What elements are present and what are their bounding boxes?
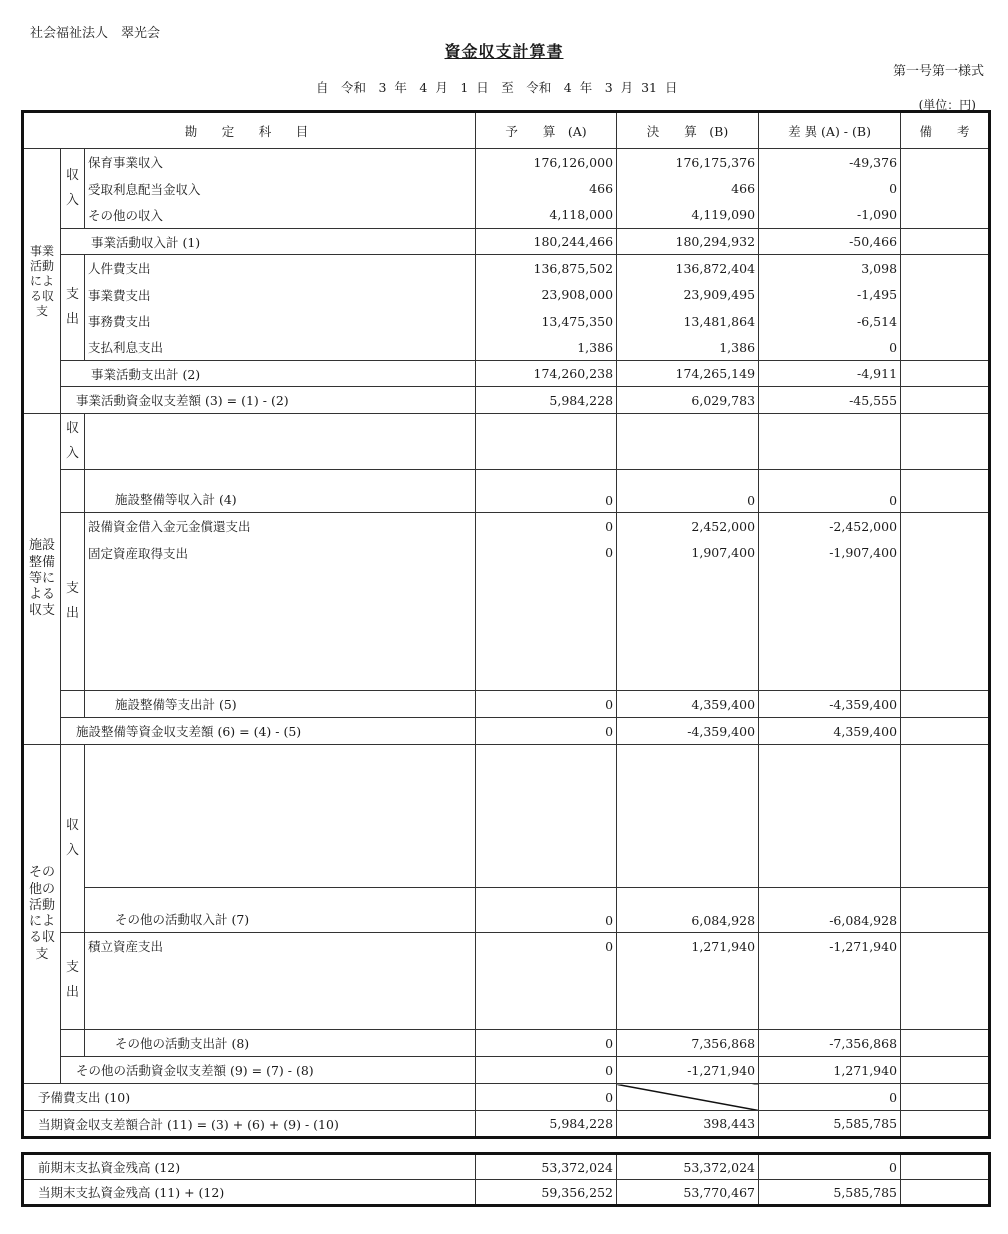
remarks-cell [901,513,990,540]
diff-cell: -49,376 [759,149,901,176]
row-label: 当期資金収支差額合計 (11) = (3) + (6) + (9) - (10) [23,1111,476,1138]
actual-cell: 136,872,404 [617,255,759,282]
actual-cell: 1,907,400 [617,540,759,566]
row-label: 受取利息配当金収入 [85,176,476,202]
budget-cell: 0 [476,933,617,960]
blank-cell [476,745,617,888]
row-label: その他の活動資金収支差額 (9) = (7) - (8) [61,1057,476,1084]
remarks-cell [901,691,990,718]
budget-cell: 0 [476,718,617,745]
actual-cell: 0 [617,470,759,513]
actual-cell: 466 [617,176,759,202]
blank-row [23,566,990,691]
budget-cell: 1,386 [476,335,617,361]
table-row [23,933,990,960]
remarks-cell [901,1154,990,1180]
row-label: 事業費支出 [85,282,476,308]
spacer-cell [61,691,85,718]
header-budget: 予 算 (A) [476,112,617,149]
diff-cell: -7,356,868 [759,1030,901,1057]
header-difference: 差 異 (A) - (B) [759,112,901,149]
balance-row [23,387,990,414]
actual-cell: 4,359,400 [617,691,759,718]
diff-cell: 4,359,400 [759,718,901,745]
subsection-income: 収入 [61,149,85,229]
spacer-cell [61,1030,85,1057]
diff-cell: -1,907,400 [759,540,901,566]
row-label: 設備資金借入金元金償還支出 [85,513,476,540]
blank-cell [617,745,759,888]
diff-cell: -2,452,000 [759,513,901,540]
form-number: 第一号第一様式 [892,64,984,79]
budget-cell: 0 [476,1030,617,1057]
row-label: 施設整備等収入計 (4) [85,470,476,513]
diff-cell: 3,098 [759,255,901,282]
table-row [23,335,990,361]
budget-cell: 5,984,228 [476,1111,617,1138]
remarks-cell [901,149,990,176]
row-label: 事業活動支出計 (2) [61,361,476,387]
budget-cell: 0 [476,691,617,718]
row-label: その他の収入 [85,202,476,229]
organization-name: 社会福祉法人 翠光会 [30,26,161,41]
remarks-cell [901,1057,990,1084]
fiscal-period: 自 令和 3 年 4 月 1 日 至 令和 4 年 3 月 31 日 [316,80,678,95]
blank-cell [617,414,759,470]
blank-cell [476,960,617,1030]
remarks-cell [901,229,990,255]
blank-cell [759,745,901,888]
header-actual: 決 算 (B) [617,112,759,149]
subsection-income: 収入 [61,745,85,933]
actual-cell: 174,265,149 [617,361,759,387]
diff-cell: 0 [759,1154,901,1180]
blank-cell [476,566,617,691]
actual-cell: -1,271,940 [617,1057,759,1084]
diff-cell: 1,271,940 [759,1057,901,1084]
section-facility: 施設整備等による収支 [23,414,61,745]
subtotal-row [23,691,990,718]
table-row [23,1180,990,1206]
row-label: 保育事業収入 [85,149,476,176]
diff-cell: -6,514 [759,308,901,335]
subtotal-row [23,470,990,513]
remarks-cell [901,387,990,414]
budget-cell: 180,244,466 [476,229,617,255]
total-row [23,1111,990,1138]
contingency-row [23,1084,990,1111]
subsection-expense: 支出 [61,513,85,691]
blank-cell [617,960,759,1030]
blank-cell [85,960,476,1030]
blank-row [23,745,990,888]
diff-cell: -6,084,928 [759,888,901,933]
header-remarks: 備 考 [901,112,990,149]
row-label: 当期末支払資金残高 (11) + (12) [23,1180,476,1206]
table-row [23,255,990,282]
remarks-cell [901,1084,990,1111]
diff-cell: 5,585,785 [759,1111,901,1138]
table-row [23,282,990,308]
actual-cell: 1,386 [617,335,759,361]
budget-cell: 0 [476,513,617,540]
balance-table [21,1152,991,1207]
table-row [23,308,990,335]
budget-cell: 13,475,350 [476,308,617,335]
row-label: 事務費支出 [85,308,476,335]
subsection-income: 収入 [61,414,85,470]
row-label: 事業活動資金収支差額 (3) = (1) - (2) [61,387,476,414]
blank-cell [759,960,901,1030]
budget-cell: 176,126,000 [476,149,617,176]
diff-cell: -50,466 [759,229,901,255]
remarks-cell [901,888,990,933]
remarks-cell [901,308,990,335]
actual-cell: 7,356,868 [617,1030,759,1057]
blank-cell [759,414,901,470]
diff-cell: -4,911 [759,361,901,387]
remarks-cell [901,335,990,361]
subsection-expense: 支出 [61,255,85,361]
budget-cell: 5,984,228 [476,387,617,414]
remarks-cell [901,361,990,387]
row-label: 固定資産取得支出 [85,540,476,566]
blank-cell [85,414,476,470]
subtotal-row [23,1030,990,1057]
budget-cell: 0 [476,1084,617,1111]
remarks-cell [901,933,990,960]
remarks-cell [901,1111,990,1138]
budget-cell: 23,908,000 [476,282,617,308]
table-row [23,540,990,566]
remarks-cell [901,540,990,566]
blank-row [23,960,990,1030]
row-label: 施設整備等支出計 (5) [85,691,476,718]
balance-row [23,718,990,745]
subtotal-row [23,229,990,255]
budget-cell: 0 [476,540,617,566]
remarks-cell [901,282,990,308]
section-business: 事業活動による収支 [23,149,61,414]
table-header-row [23,112,990,149]
budget-cell: 0 [476,470,617,513]
actual-cell: 53,372,024 [617,1154,759,1180]
actual-cell: 23,909,495 [617,282,759,308]
table-row [23,202,990,229]
diff-cell: -4,359,400 [759,691,901,718]
blank-cell [617,566,759,691]
remarks-cell [901,718,990,745]
actual-cell: -4,359,400 [617,718,759,745]
actual-cell: 176,175,376 [617,149,759,176]
balance-row [23,1057,990,1084]
actual-cell: 53,770,467 [617,1180,759,1206]
diff-cell: -1,090 [759,202,901,229]
blank-cell [901,414,990,470]
row-label: 前期末支払資金残高 (12) [23,1154,476,1180]
diagonal-slash-cell [617,1084,759,1111]
budget-cell: 53,372,024 [476,1154,617,1180]
diff-cell: 0 [759,176,901,202]
diff-cell: -45,555 [759,387,901,414]
budget-cell: 59,356,252 [476,1180,617,1206]
diff-cell: 0 [759,335,901,361]
actual-cell: 6,084,928 [617,888,759,933]
diff-cell: 0 [759,470,901,513]
blank-cell [759,566,901,691]
blank-cell [85,566,476,691]
actual-cell: 398,443 [617,1111,759,1138]
row-label: 事業活動収入計 (1) [61,229,476,255]
remarks-cell [901,176,990,202]
row-label: その他の活動収入計 (7) [85,888,476,933]
table-row [23,176,990,202]
row-label: その他の活動支出計 (8) [85,1030,476,1057]
diff-cell: 5,585,785 [759,1180,901,1206]
diff-cell: -1,271,940 [759,933,901,960]
blank-cell [901,745,990,888]
remarks-cell [901,470,990,513]
unit-label: (単位：円) [918,98,976,112]
subsection-expense: 支出 [61,933,85,1030]
section-other: その他の活動による収支 [23,745,61,1084]
diff-cell: 0 [759,1084,901,1111]
remarks-cell [901,255,990,282]
budget-cell: 136,875,502 [476,255,617,282]
budget-cell: 174,260,238 [476,361,617,387]
budget-cell: 0 [476,1057,617,1084]
actual-cell: 13,481,864 [617,308,759,335]
diff-cell: -1,495 [759,282,901,308]
blank-row [23,414,990,470]
budget-cell: 0 [476,888,617,933]
actual-cell: 4,119,090 [617,202,759,229]
document-title: 資金収支計算書 [444,42,564,61]
blank-cell [901,566,990,691]
subtotal-row [23,888,990,933]
table-row [23,149,990,176]
blank-cell [476,414,617,470]
actual-cell: 2,452,000 [617,513,759,540]
remarks-cell [901,1180,990,1206]
row-label: 積立資産支出 [85,933,476,960]
row-label: 施設整備等資金収支差額 (6) = (4) - (5) [61,718,476,745]
budget-cell: 4,118,000 [476,202,617,229]
table-row [23,1154,990,1180]
row-label: 予備費支出 (10) [23,1084,476,1111]
table-row [23,513,990,540]
blank-cell [901,960,990,1030]
subtotal-row [23,361,990,387]
remarks-cell [901,1030,990,1057]
remarks-cell [901,202,990,229]
actual-cell: 1,271,940 [617,933,759,960]
actual-cell: 6,029,783 [617,387,759,414]
header-item: 勘 定 科 目 [23,112,476,149]
row-label: 人件費支出 [85,255,476,282]
blank-cell [85,745,476,888]
budget-cell: 466 [476,176,617,202]
spacer-cell [61,470,85,513]
actual-cell: 180,294,932 [617,229,759,255]
row-label: 支払利息支出 [85,335,476,361]
cash-flow-table [21,110,991,1139]
